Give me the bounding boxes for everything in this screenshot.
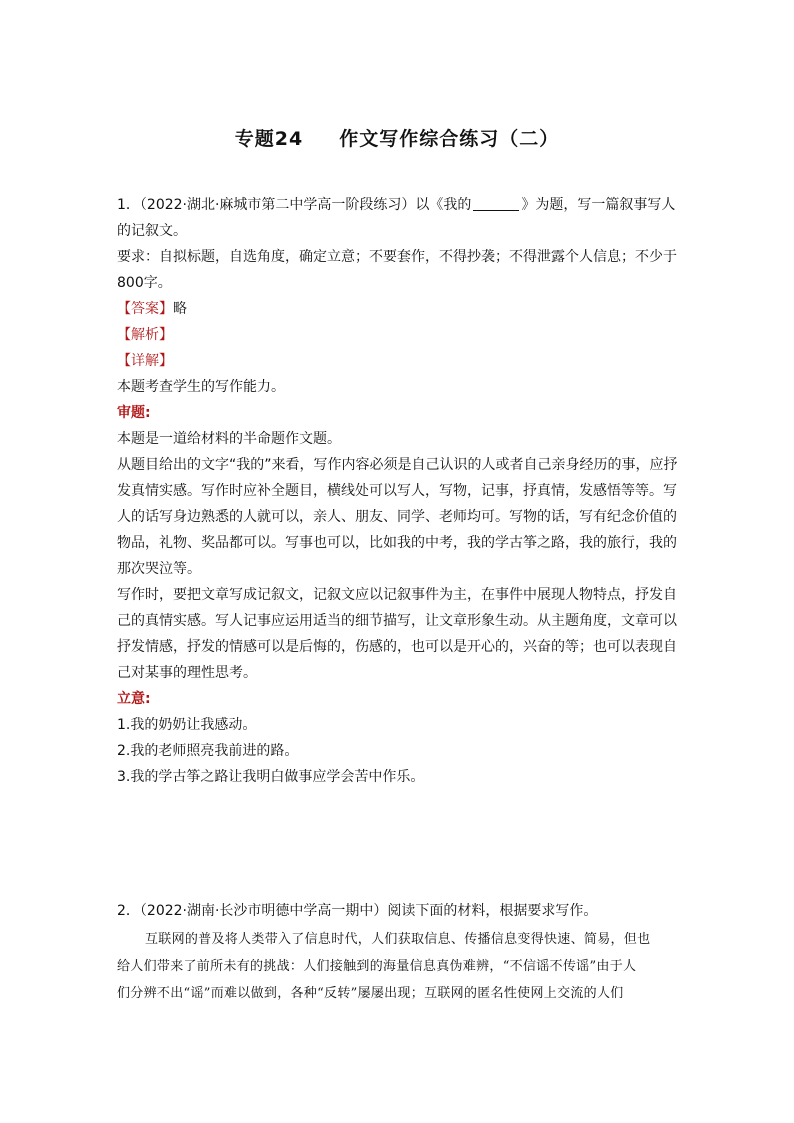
paragraph-1-line: 物品，礼物、奖品都可以。写事也可以，比如我的中考，我的学古筝之路，我的旅行，我的 [117,535,677,551]
requirement-line-1: 要求：自拟标题，自选角度，确定立意；不要套作，不得抄袭；不得泄露个人信息；不少于 [117,249,677,265]
paragraph-2-line: 己的真情实感。写人记事应运用适当的细节描写，让文章形象生动。从主题角度，文章可以 [117,613,677,629]
analysis-tag: 【解析】 [117,327,173,343]
page-title [0,124,794,151]
liyi-label: 立意: [117,691,151,707]
answer-tag: 【答案】 [117,301,173,317]
intro-line: 本题考查学生的写作能力。 [117,379,285,395]
question-2-material [117,926,679,1007]
idea-item: 1.我的奶奶让我感动。 [117,717,257,733]
detail-tag: 【详解】 [117,353,173,369]
paragraph-1-line: 从题目给出的文字“我的”来看，写作内容必须是自己认识的人或者自己亲身经历的事，应抒 [117,457,678,473]
shenti-line: 本题是一道给材料的半命题作文题。 [117,431,341,447]
question-1 [117,192,679,790]
requirement-line-2: 800字。 [117,275,172,291]
paragraph-2-line: 抒发情感，抒发的情感可以是后悔的，伤感的，也可以是开心的，兴奋的等；也可以表现自 [117,639,677,655]
material-line: 互联网的普及将人类带入了信息时代，人们获取信息、传播信息变得快速、简易，但也 [145,932,651,947]
question-2-prompt: 2．（2022·湖南·长沙市明德中学高一期中）阅读下面的材料，根据要求写作。 [117,903,598,919]
idea-item: 3.我的学古筝之路让我明白做事应学会苦中作乐。 [117,769,425,785]
paragraph-1-line: 那次哭泣等。 [117,561,201,577]
paragraph-2-line: 己对某事的理性思考。 [117,665,257,681]
question-1-prompt-line-1: 1．（2022·湖北·麻城市第二中学高一阶段练习）以《我的 》为题，写一篇叙事写人 [117,197,676,213]
paragraph-1-line: 发真情实感。写作时应补全题目，横线处可以写人，写物，记事，抒真情，发感悟等等。写 [117,483,677,499]
shenti-label: 审题: [117,405,151,421]
answer-line [117,296,679,322]
question-1-prompt-line-2: 的记叙文。 [117,223,187,239]
title-blank [473,196,519,211]
idea-item: 2.我的老师照亮我前进的路。 [117,743,299,759]
title-topic-number: 专题24 [234,128,304,150]
paragraph-2-line: 写作时，要把文章写成记叙文，记叙文应以记叙事件为主，在事件中展现人物特点，抒发自 [117,587,677,603]
answer-value: 略 [173,301,187,317]
title-topic-name: 作文写作综合练习（二） [339,128,560,150]
material-line: 给人们带来了前所未有的挑战：人们接触到的海量信息真伪难辨，“不信谣不传谣”由于人 [117,959,637,974]
paragraph-1-line: 人的话写身边熟悉的人就可以，亲人、朋友、同学、老师均可。写物的话，写有纪念价值的 [117,509,677,525]
material-line: 们分辨不出“谣”而难以做到，各种“反转”屡屡出现；互联网的匿名性使网上交流的人们 [117,986,624,1001]
